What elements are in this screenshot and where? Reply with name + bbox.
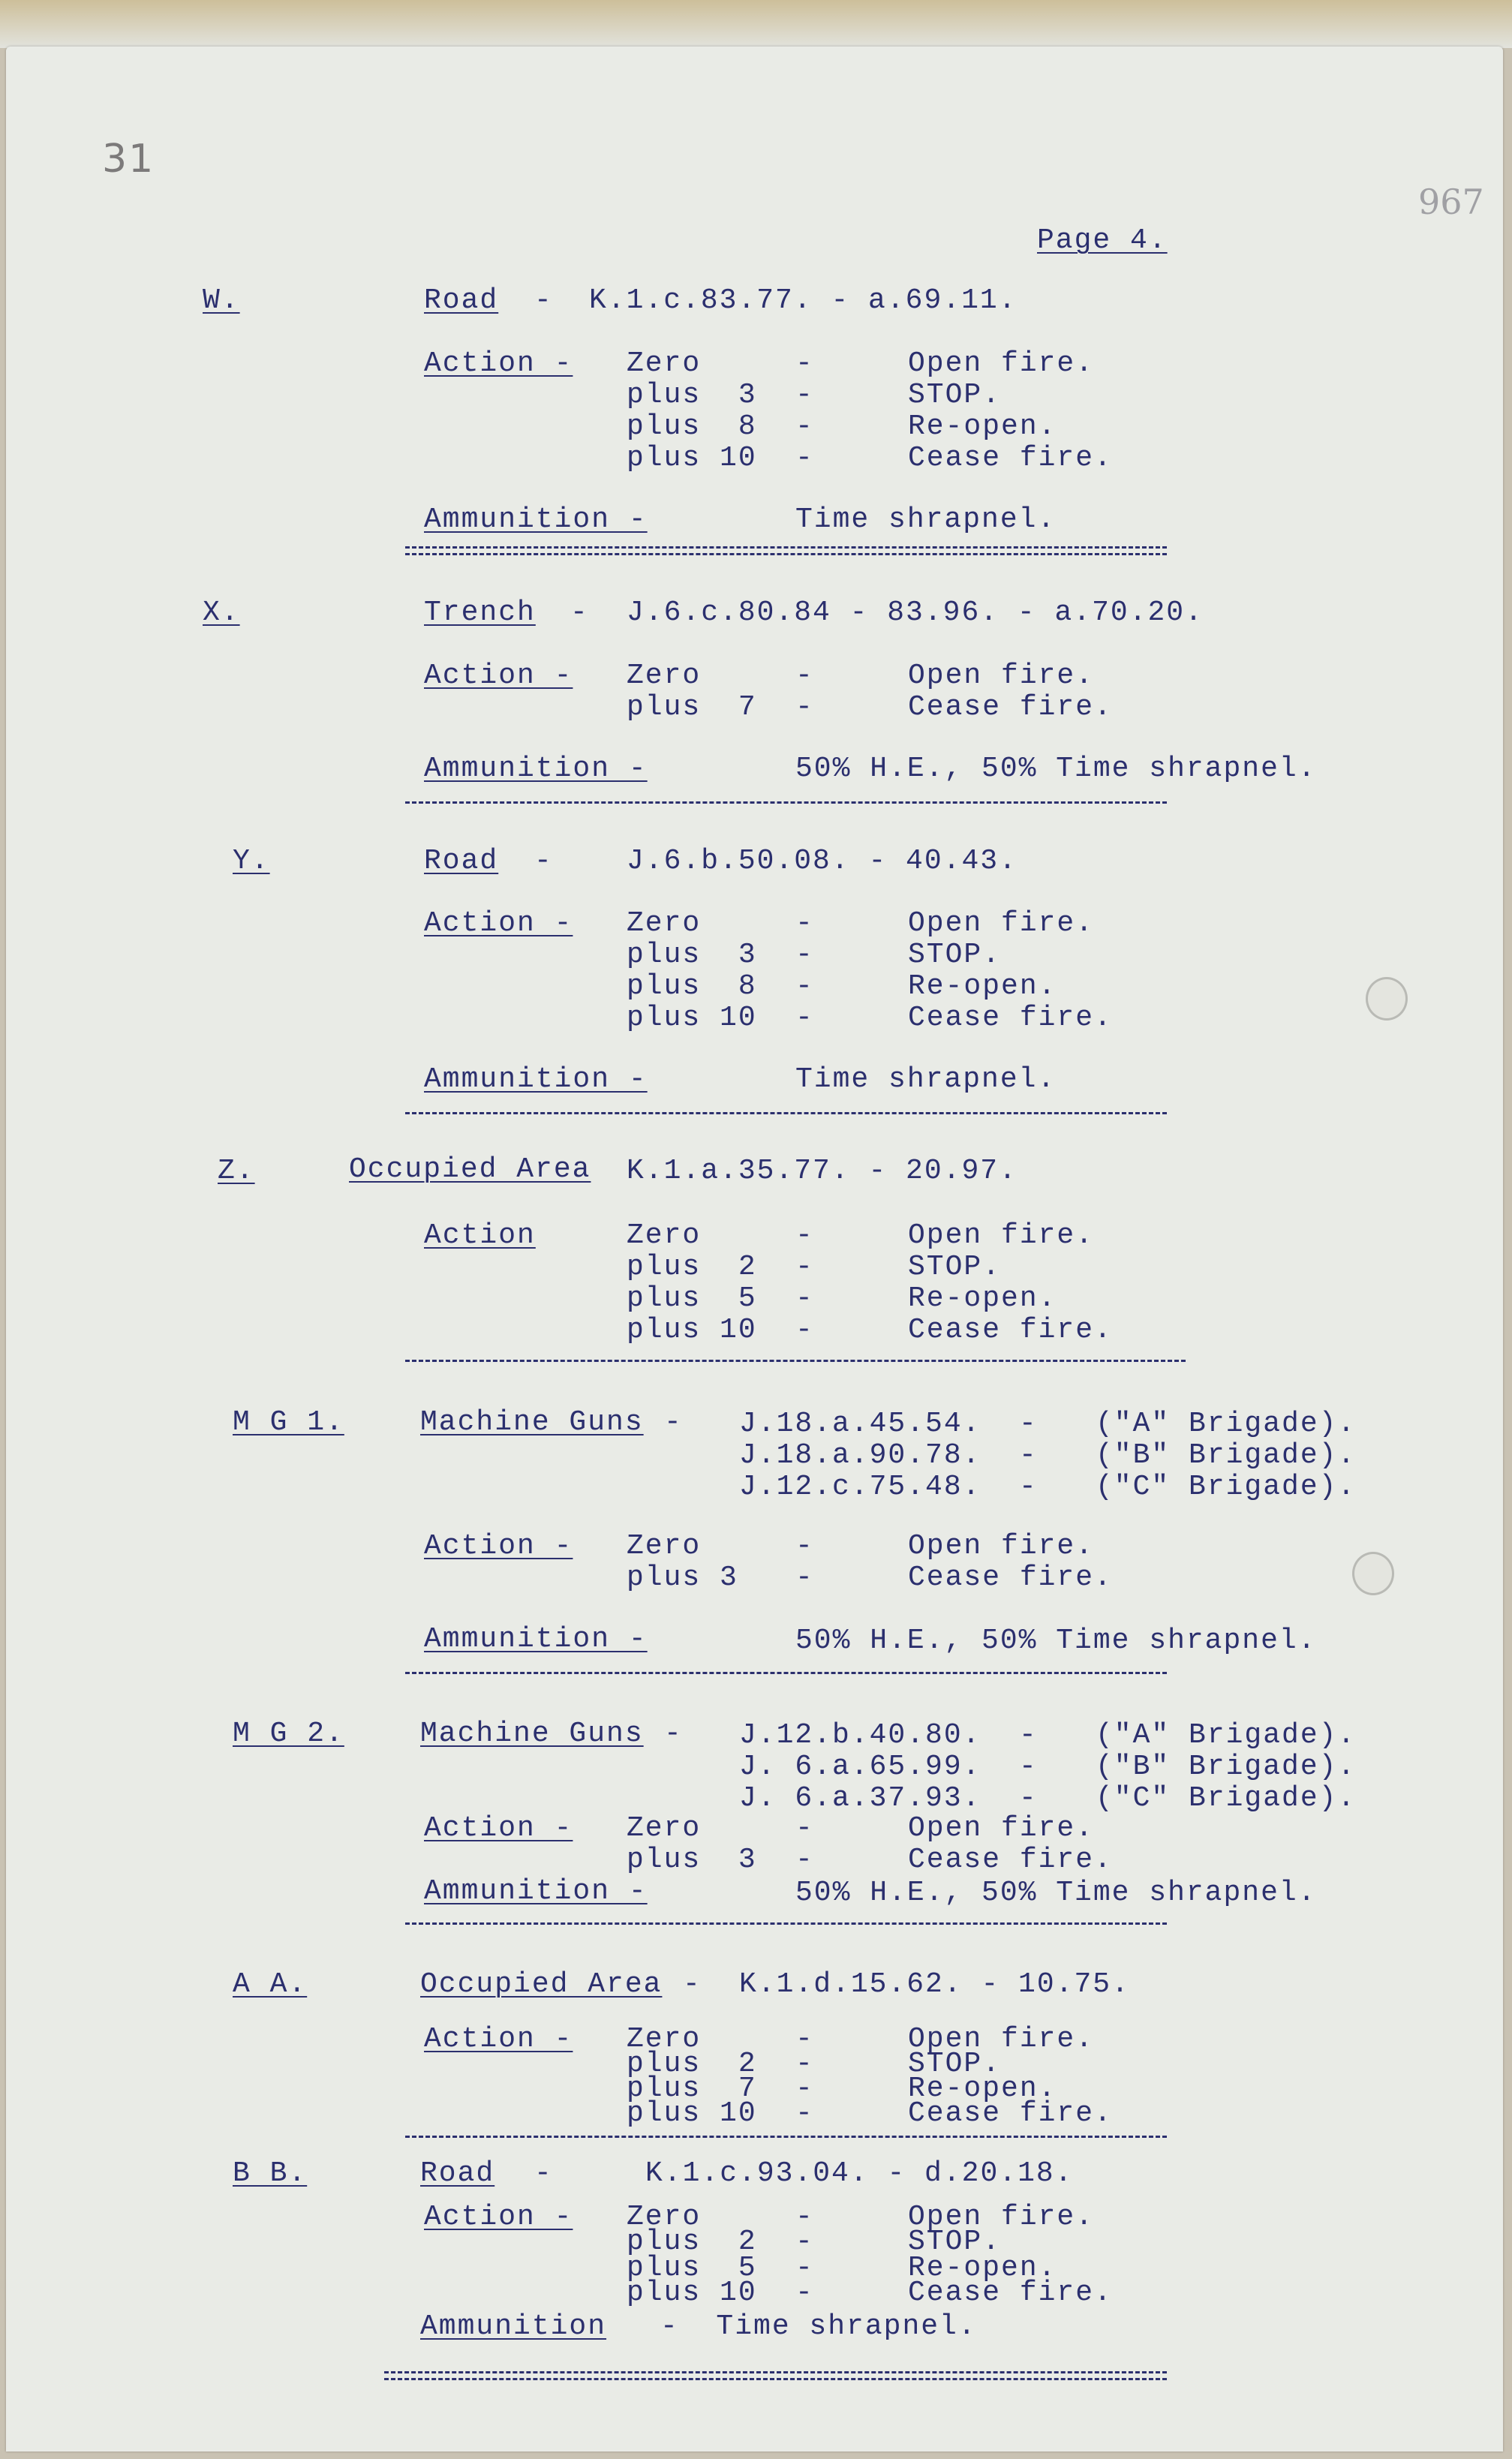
dash: - — [683, 1968, 702, 2001]
action-time: Zero — [627, 660, 702, 692]
action-time: Zero — [627, 1219, 702, 1252]
target-type: Trench — [424, 597, 536, 629]
target-type: Road — [424, 845, 499, 877]
target-coords: K.1.c.83.77. - a.69.11. — [589, 284, 1018, 317]
action-text: Cease fire. — [908, 691, 1113, 723]
action-text: Open fire. — [908, 2201, 1095, 2233]
archive-stamp-number: 967 — [1418, 182, 1484, 222]
ammunition-value: Time shrapnel. — [795, 504, 1057, 536]
target-coords: J.6.b.50.08. - 40.43. — [627, 845, 1018, 877]
action-dash: - — [795, 1282, 814, 1315]
action-time: plus 3 — [627, 939, 757, 971]
action-time: plus 7 — [627, 691, 757, 723]
gun-brigade: ("A" Brigade). — [1096, 1719, 1357, 1751]
action-dash: - — [795, 2201, 814, 2233]
target-coords: K.1.d.15.62. - 10.75. — [739, 1968, 1130, 2001]
gun-dash: - — [1019, 1439, 1038, 1471]
dash: - — [534, 2157, 553, 2190]
ammunition-label: Ammunition - — [424, 1623, 648, 1655]
action-label: Action - — [424, 2201, 573, 2233]
action-dash: - — [795, 660, 814, 692]
gun-coord: J. 6.a.65.99. — [739, 1751, 981, 1783]
action-time: plus 10 — [627, 2277, 757, 2309]
gun-coord: J.18.a.45.54. — [739, 1408, 981, 1440]
action-label: Action - — [424, 907, 573, 939]
target-type: Occupied Area — [349, 1153, 591, 1186]
action-time: plus 3 — [627, 1844, 757, 1876]
action-label: Action - — [424, 660, 573, 692]
action-dash: - — [795, 410, 814, 443]
gun-brigade: ("C" Brigade). — [1096, 1471, 1357, 1503]
action-dash: - — [795, 442, 814, 474]
ammunition-label: Ammunition - — [424, 753, 648, 785]
action-text: Re-open. — [908, 970, 1057, 1003]
action-dash: - — [795, 2252, 814, 2284]
target-label-mg2: M G 2. — [233, 1718, 344, 1750]
action-dash: - — [795, 1812, 814, 1844]
action-label: Action - — [424, 1530, 573, 1562]
action-time: plus 10 — [627, 2097, 757, 2130]
ammunition-value: 50% H.E., 50% Time shrapnel. — [795, 1877, 1317, 1909]
action-text: Cease fire. — [908, 1562, 1113, 1594]
dash: - — [664, 1718, 683, 1750]
action-text: STOP. — [908, 2226, 1002, 2258]
action-text: Open fire. — [908, 2023, 1095, 2055]
section-divider — [405, 546, 1167, 555]
gun-coord: J.12.c.75.48. — [739, 1471, 981, 1503]
target-type: Machine Guns — [420, 1406, 644, 1438]
action-dash: - — [795, 1002, 814, 1034]
action-text: Re-open. — [908, 2073, 1057, 2105]
action-text: Cease fire. — [908, 1844, 1113, 1876]
action-time: plus 2 — [627, 2048, 757, 2080]
gun-brigade: ("A" Brigade). — [1096, 1408, 1357, 1440]
action-time: Zero — [627, 1812, 702, 1844]
action-label: Action — [424, 1219, 536, 1252]
target-type: Road — [424, 284, 499, 317]
action-text: Open fire. — [908, 1219, 1095, 1252]
action-dash: - — [795, 970, 814, 1003]
gun-dash: - — [1019, 1408, 1038, 1440]
target-type: Road — [420, 2157, 495, 2190]
action-dash: - — [795, 379, 814, 411]
gun-dash: - — [1019, 1782, 1038, 1814]
target-coords: K.1.c.93.04. - d.20.18. — [645, 2157, 1074, 2190]
section-divider — [405, 1672, 1167, 1674]
action-text: Open fire. — [908, 1530, 1095, 1562]
ammunition-value: - Time shrapnel. — [660, 2310, 977, 2343]
action-time: plus 3 — [627, 1562, 738, 1594]
action-text: Cease fire. — [908, 442, 1113, 474]
action-time: plus 10 — [627, 1314, 757, 1346]
ammunition-value: 50% H.E., 50% Time shrapnel. — [795, 753, 1317, 785]
action-dash: - — [795, 2048, 814, 2080]
target-label-bb: B B. — [233, 2157, 308, 2190]
section-divider — [405, 801, 1167, 804]
action-time: plus 10 — [627, 1002, 757, 1034]
ammunition-label: Ammunition - — [424, 1063, 648, 1096]
action-label: Action - — [424, 1812, 573, 1844]
dash: - — [534, 284, 553, 317]
action-text: Open fire. — [908, 907, 1095, 939]
gun-dash: - — [1019, 1751, 1038, 1783]
action-time: plus 3 — [627, 379, 757, 411]
punch-hole — [1366, 977, 1408, 1021]
dash: - — [664, 1406, 683, 1438]
section-divider — [405, 1360, 1186, 1362]
action-text: Open fire. — [908, 1812, 1095, 1844]
action-time: Zero — [627, 1530, 702, 1562]
gun-brigade: ("B" Brigade). — [1096, 1439, 1357, 1471]
gun-brigade: ("B" Brigade). — [1096, 1751, 1357, 1783]
dash: - — [570, 597, 589, 629]
punch-hole — [1352, 1552, 1394, 1595]
ammunition-label: Ammunition — [420, 2310, 607, 2343]
action-text: Cease fire. — [908, 1002, 1113, 1034]
action-text: Cease fire. — [908, 2097, 1113, 2130]
action-time: plus 8 — [627, 410, 757, 443]
action-text: Open fire. — [908, 347, 1095, 380]
action-time: plus 10 — [627, 442, 757, 474]
action-time: Zero — [627, 2023, 702, 2055]
action-text: Re-open. — [908, 410, 1057, 443]
action-dash: - — [795, 2097, 814, 2130]
target-type: Machine Guns — [420, 1718, 644, 1750]
action-dash: - — [795, 347, 814, 380]
action-text: Re-open. — [908, 1282, 1057, 1315]
gun-coord: J.12.b.40.80. — [739, 1719, 981, 1751]
action-time: Zero — [627, 2201, 702, 2233]
action-label: Action - — [424, 2023, 573, 2055]
gun-dash: - — [1019, 1719, 1038, 1751]
ammunition-value: Time shrapnel. — [795, 1063, 1057, 1096]
ammunition-label: Ammunition - — [424, 1875, 648, 1907]
section-divider — [405, 1112, 1167, 1114]
gun-coord: J.18.a.90.78. — [739, 1439, 981, 1471]
ammunition-value: 50% H.E., 50% Time shrapnel. — [795, 1625, 1317, 1657]
gun-coord: J. 6.a.37.93. — [739, 1782, 981, 1814]
action-dash: - — [795, 2023, 814, 2055]
action-dash: - — [795, 2277, 814, 2309]
action-time: plus 7 — [627, 2073, 757, 2105]
target-label-w: W. — [203, 284, 240, 317]
action-time: plus 5 — [627, 2252, 757, 2284]
target-coords: J.6.c.80.84 - 83.96. - a.70.20. — [627, 597, 1204, 629]
action-text: Open fire. — [908, 660, 1095, 692]
action-time: plus 5 — [627, 1282, 757, 1315]
action-text: Cease fire. — [908, 1314, 1113, 1346]
action-time: plus 2 — [627, 1251, 757, 1283]
action-dash: - — [795, 939, 814, 971]
target-label-z: Z. — [218, 1155, 255, 1187]
action-time: plus 2 — [627, 2226, 757, 2258]
target-label-y: Y. — [233, 845, 270, 877]
action-dash: - — [795, 1251, 814, 1283]
target-label-x: X. — [203, 597, 240, 629]
action-text: Cease fire. — [908, 2277, 1113, 2309]
action-label: Action - — [424, 347, 573, 380]
gun-brigade: ("C" Brigade). — [1096, 1782, 1357, 1814]
action-dash: - — [795, 1530, 814, 1562]
target-label-mg1: M G 1. — [233, 1406, 344, 1438]
page-number: Page 4. — [1037, 224, 1168, 257]
target-type: Occupied Area — [420, 1968, 663, 2001]
dash: - — [534, 845, 553, 877]
action-dash: - — [795, 1562, 814, 1594]
action-text: STOP. — [908, 1251, 1002, 1283]
action-text: Re-open. — [908, 2252, 1057, 2284]
action-dash: - — [795, 907, 814, 939]
action-time: Zero — [627, 907, 702, 939]
folio-number: 31 — [102, 137, 155, 182]
paper-stack-edge — [0, 0, 1512, 48]
action-dash: - — [795, 691, 814, 723]
action-text: STOP. — [908, 379, 1002, 411]
action-text: STOP. — [908, 939, 1002, 971]
action-dash: - — [795, 2226, 814, 2258]
action-dash: - — [795, 1844, 814, 1876]
section-divider — [405, 1922, 1167, 1925]
action-dash: - — [795, 1219, 814, 1252]
target-label-aa: A A. — [233, 1968, 308, 2001]
target-coords: K.1.a.35.77. - 20.97. — [627, 1155, 1018, 1187]
action-dash: - — [795, 1314, 814, 1346]
action-time: Zero — [627, 347, 702, 380]
ammunition-label: Ammunition - — [424, 504, 648, 536]
action-text: STOP. — [908, 2048, 1002, 2080]
section-divider — [405, 2136, 1167, 2138]
action-time: plus 8 — [627, 970, 757, 1003]
gun-dash: - — [1019, 1471, 1038, 1503]
action-dash: - — [795, 2073, 814, 2105]
end-divider — [384, 2371, 1167, 2380]
